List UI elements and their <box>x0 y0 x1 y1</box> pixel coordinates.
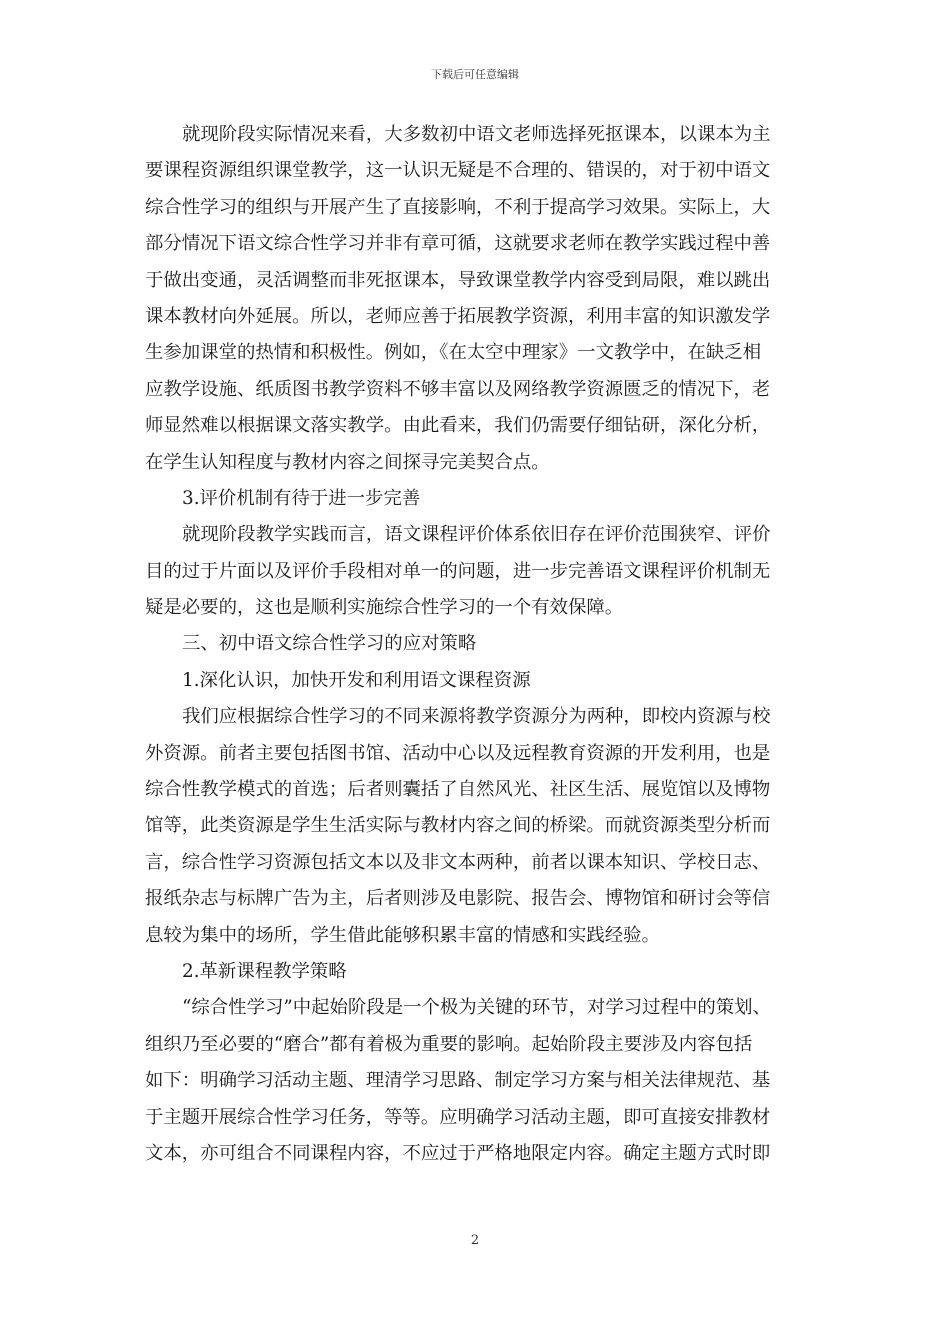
text-line: 目的过于片面以及评价手段相对单一的问题，进一步完善语文课程评价机制无 <box>145 560 771 582</box>
text-line: 馆等，此类资源是学生生活实际与教材内容之间的桥梁。而就资源类型分析而 <box>145 815 771 837</box>
section-heading: 1.深化认识，加快开发和利用语文课程资源 <box>182 669 531 691</box>
text-line: 于主题开展综合性学习任务，等等。应明确学习活动主题，即可直接安排教材 <box>145 1106 771 1128</box>
text-line: 课本教材向外延展。所以，老师应善于拓展教学资源，利用丰富的知识激发学 <box>145 305 771 327</box>
text-line: 息较为集中的场所，学生借此能够积累丰富的情感和实践经验。 <box>145 924 660 946</box>
text-line: 在学生认知程度与教材内容之间探寻完美契合点。 <box>145 451 550 473</box>
page-header: 下载后可任意编辑 <box>431 68 519 81</box>
text-line: 外资源。前者主要包括图书馆、活动中心以及远程教育资源的开发利用，也是 <box>145 742 771 764</box>
text-line: “综合性学习”中起始阶段是一个极为关键的环节，对学习过程中的策划、 <box>182 997 771 1019</box>
text-line: 疑是必要的，这也是顺利实施综合性学习的一个有效保障。 <box>145 597 624 619</box>
text-line: 报纸杂志与标牌广告为主，后者则涉及电影院、报告会、博物馆和研讨会等信 <box>145 888 771 910</box>
text-line: 师显然难以根据课文落实教学。由此看来，我们仍需要仔细钻研，深化分析， <box>145 415 771 437</box>
text-line: 就现阶段教学实践而言，语文课程评价体系依旧存在评价范围狭窄、评价 <box>182 524 771 546</box>
section-heading: 三、初中语文综合性学习的应对策略 <box>182 633 477 655</box>
body-text <box>145 117 810 1172</box>
text-line: 言，综合性学习资源包括文本以及非文本两种，前者以课本知识、学校日志、 <box>145 851 771 873</box>
text-line: 文本，亦可组合不同课程内容，不应过于严格地限定内容。确定主题方式时即 <box>145 1142 771 1164</box>
text-line: 应教学设施、纸质图书教学资料不够丰富以及网络教学资源匮乏的情况下，老 <box>145 378 771 400</box>
text-line: 组织乃至必要的“磨合”都有着极为重要的影响。起始阶段主要涉及内容包括 <box>145 1033 753 1055</box>
text-line: 就现阶段实际情况来看，大多数初中语文老师选择死抠课本，以课本为主 <box>182 124 771 145</box>
text-line: 如下：明确学习活动主题、理清学习思路、制定学习方案与相关法律规范、基 <box>145 1070 771 1092</box>
text-line: 要课程资源组织课堂教学，这一认识无疑是不合理的、错误的，对于初中语文 <box>145 160 771 182</box>
text-line: 于做出变通，灵活调整而非死抠课本，导致课堂教学内容受到局限，难以跳出 <box>145 269 771 291</box>
section-heading: 3.评价机制有待于进一步完善 <box>182 487 421 509</box>
section-heading: 2.革新课程教学策略 <box>182 960 347 982</box>
text-line: 我们应根据综合性学习的不同来源将教学资源分为两种，即校内资源与校 <box>182 706 771 728</box>
text-line: 综合性教学模式的首选；后者则囊括了自然风光、社区生活、展览馆以及博物 <box>145 779 771 801</box>
text-line: 综合性学习的组织与开展产生了直接影响，不利于提高学习效果。实际上，大 <box>145 196 771 218</box>
text-line: 生参加课堂的热情和积极性。例如，《在太空中理家》一文教学中，在缺乏相 <box>145 342 762 364</box>
text-line: 部分情况下语文综合性学习并非有章可循，这就要求老师在教学实践过程中善 <box>145 233 771 255</box>
page-number: 2 <box>470 1233 480 1248</box>
